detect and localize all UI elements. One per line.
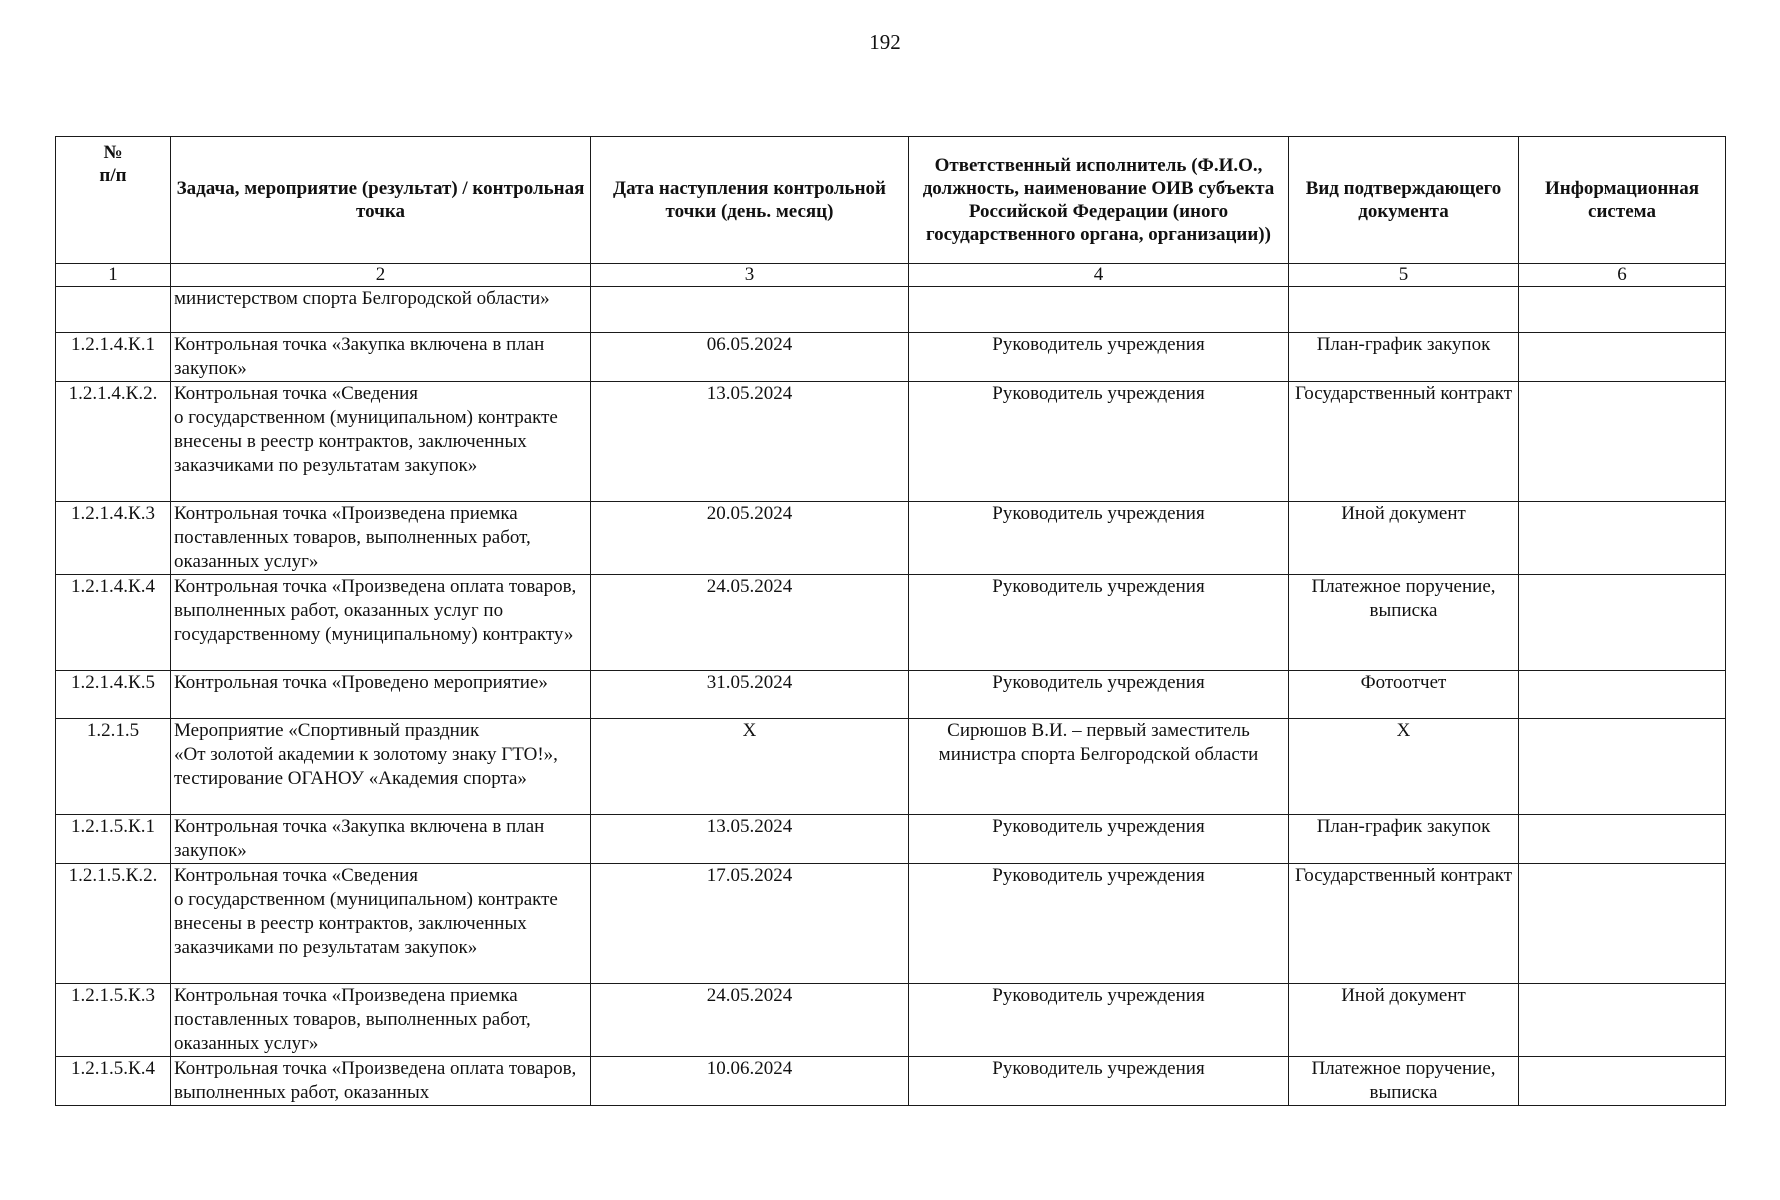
table-cell-system	[1519, 333, 1726, 382]
table-cell-responsible: Руководитель учреждения	[909, 984, 1289, 1057]
table-cell-number: 1.2.1.4.К.2.	[56, 382, 171, 502]
column-number: 2	[171, 264, 591, 287]
table-cell-system	[1519, 575, 1726, 671]
table-cell-number: 1.2.1.4.К.3	[56, 502, 171, 575]
table-cell-responsible: Руководитель учреждения	[909, 671, 1289, 719]
table-cell-document: Фотоотчет	[1289, 671, 1519, 719]
header-number-abbr: п/п	[99, 165, 127, 186]
table-cell-responsible: Руководитель учреждения	[909, 502, 1289, 575]
table-cell-date: 17.05.2024	[591, 864, 909, 984]
table-cell-date: 31.05.2024	[591, 671, 909, 719]
table-cell-responsible	[909, 287, 1289, 333]
table-body	[56, 287, 1726, 1106]
table-row	[56, 864, 1726, 984]
table-row	[56, 1057, 1726, 1106]
table-cell-task: Контрольная точка «Сведения о государственном (муниципальном) контракте внесены в реестр контрактов, заключенных заказчиками по результатам закупок»	[171, 864, 591, 984]
table-cell-responsible: Руководитель учреждения	[909, 864, 1289, 984]
table-row	[56, 575, 1726, 671]
table-cell-date: 10.06.2024	[591, 1057, 909, 1106]
table-cell-task: Контрольная точка «Проведено мероприятие»	[171, 671, 591, 719]
table-row	[56, 671, 1726, 719]
table-cell-number: 1.2.1.5.К.1	[56, 815, 171, 864]
table-cell-responsible: Руководитель учреждения	[909, 575, 1289, 671]
table-cell-task: Контрольная точка «Произведена оплата товаров, выполненных работ, оказанных	[171, 1057, 591, 1106]
table-row	[56, 984, 1726, 1057]
table-cell-document: Х	[1289, 719, 1519, 815]
table-cell-responsible: Руководитель учреждения	[909, 382, 1289, 502]
table-row	[56, 382, 1726, 502]
column-number: 6	[1519, 264, 1726, 287]
table-cell-system	[1519, 382, 1726, 502]
table-cell-responsible: Руководитель учреждения	[909, 815, 1289, 864]
table-cell-date: Х	[591, 719, 909, 815]
table-cell-system	[1519, 671, 1726, 719]
page-number: 192	[869, 30, 901, 54]
header-cell-date: Дата наступления контрольной точки (день. месяц)	[591, 137, 909, 264]
table-cell-system	[1519, 287, 1726, 333]
header-number-sign: №	[103, 142, 123, 163]
header-cell-responsible: Ответственный исполнитель (Ф.И.О., должность, наименование ОИВ субъекта Российской Федерации (иного государственного органа, организации))	[909, 137, 1289, 264]
table-cell-system	[1519, 815, 1726, 864]
table-cell-task: Контрольная точка «Произведена приемка поставленных товаров, выполненных работ, оказанных услуг»	[171, 502, 591, 575]
table-row	[56, 815, 1726, 864]
table-cell-number	[56, 287, 171, 333]
table-row	[56, 719, 1726, 815]
table-cell-document: Платежное поручение, выписка	[1289, 575, 1519, 671]
table-cell-task: Контрольная точка «Произведена приемка поставленных товаров, выполненных работ, оказанных услуг»	[171, 984, 591, 1057]
table-cell-document: Иной документ	[1289, 984, 1519, 1057]
table-cell-number: 1.2.1.5	[56, 719, 171, 815]
table-cell-task: Мероприятие «Спортивный праздник «От золотой академии к золотому знаку ГТО!», тестирование ОГАНОУ «Академия спорта»	[171, 719, 591, 815]
table-row	[56, 287, 1726, 333]
table-cell-number: 1.2.1.4.К.4	[56, 575, 171, 671]
table-cell-system	[1519, 719, 1726, 815]
table-cell-number: 1.2.1.4.К.5	[56, 671, 171, 719]
plan-table	[55, 136, 1726, 1106]
table-cell-document: Государственный контракт	[1289, 382, 1519, 502]
table-cell-system	[1519, 502, 1726, 575]
table-cell-date: 20.05.2024	[591, 502, 909, 575]
table-cell-number: 1.2.1.4.К.1	[56, 333, 171, 382]
table-cell-date: 06.05.2024	[591, 333, 909, 382]
table-header	[56, 137, 1726, 287]
header-cell-number	[56, 137, 171, 264]
table-cell-document: Государственный контракт	[1289, 864, 1519, 984]
table-cell-date	[591, 287, 909, 333]
table-cell-system	[1519, 984, 1726, 1057]
table-cell-task: Контрольная точка «Закупка включена в план закупок»	[171, 815, 591, 864]
column-number: 5	[1289, 264, 1519, 287]
table-cell-document: План-график закупок	[1289, 815, 1519, 864]
column-number-row	[56, 264, 1726, 287]
table-row	[56, 333, 1726, 382]
table-row	[56, 502, 1726, 575]
column-number: 4	[909, 264, 1289, 287]
header-row	[56, 137, 1726, 264]
table-cell-responsible: Руководитель учреждения	[909, 1057, 1289, 1106]
table-cell-date: 24.05.2024	[591, 984, 909, 1057]
table-cell-date: 13.05.2024	[591, 815, 909, 864]
table-cell-document: План-график закупок	[1289, 333, 1519, 382]
table-cell-task: министерством спорта Белгородской области»	[171, 287, 591, 333]
column-number: 3	[591, 264, 909, 287]
column-number: 1	[56, 264, 171, 287]
table-cell-document	[1289, 287, 1519, 333]
table-cell-number: 1.2.1.5.К.4	[56, 1057, 171, 1106]
table-cell-task: Контрольная точка «Сведения о государственном (муниципальном) контракте внесены в реестр контрактов, заключенных заказчиками по результатам закупок»	[171, 382, 591, 502]
table-cell-task: Контрольная точка «Закупка включена в план закупок»	[171, 333, 591, 382]
table-cell-system	[1519, 1057, 1726, 1106]
header-cell-document: Вид подтверждающего документа	[1289, 137, 1519, 264]
table-cell-document: Платежное поручение, выписка	[1289, 1057, 1519, 1106]
header-cell-system: Информационная система	[1519, 137, 1726, 264]
table-cell-responsible: Руководитель учреждения	[909, 333, 1289, 382]
table-cell-document: Иной документ	[1289, 502, 1519, 575]
table-cell-date: 24.05.2024	[591, 575, 909, 671]
table-cell-number: 1.2.1.5.К.2.	[56, 864, 171, 984]
table-cell-system	[1519, 864, 1726, 984]
table-cell-number: 1.2.1.5.К.3	[56, 984, 171, 1057]
table-cell-task: Контрольная точка «Произведена оплата товаров, выполненных работ, оказанных услуг по государственному (муниципальному) контракту»	[171, 575, 591, 671]
table-cell-date: 13.05.2024	[591, 382, 909, 502]
header-cell-task: Задача, мероприятие (результат) / контрольная точка	[171, 137, 591, 264]
table-cell-responsible: Сирюшов В.И. – первый заместитель министра спорта Белгородской области	[909, 719, 1289, 815]
